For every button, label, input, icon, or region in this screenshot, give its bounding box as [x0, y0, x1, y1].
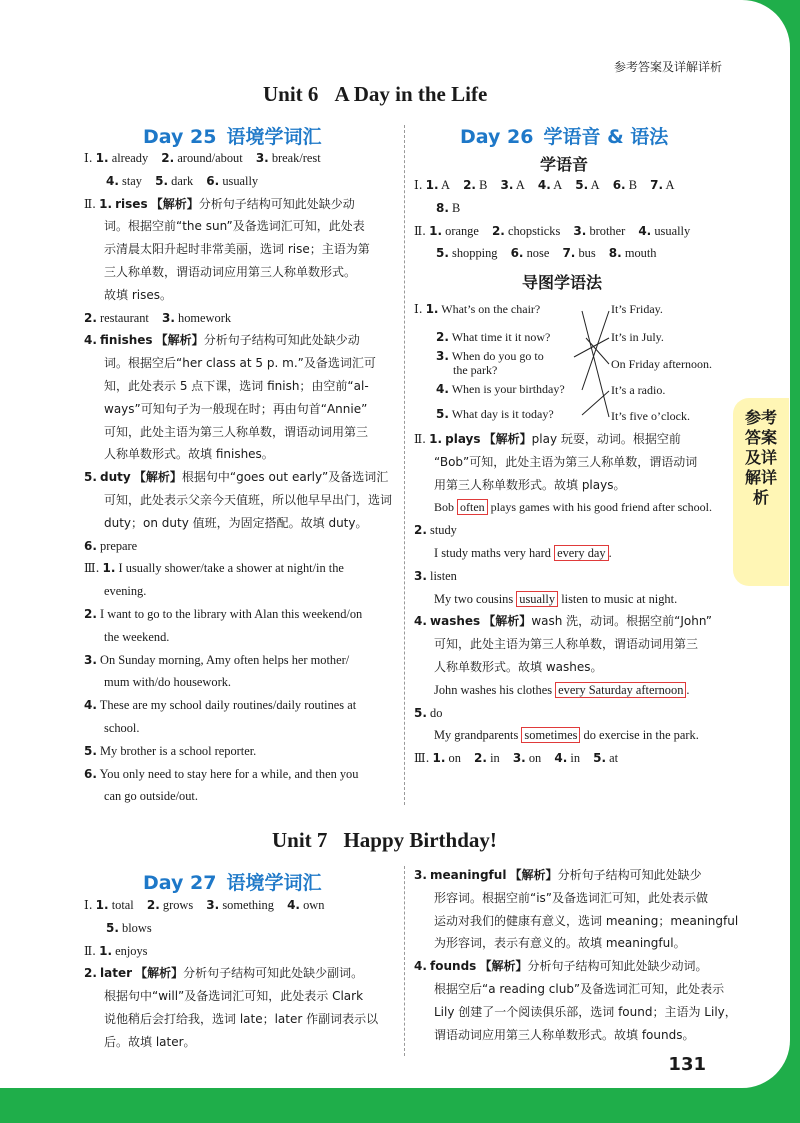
unit6-title [263, 82, 487, 107]
day25-s1-row2: 4. stay 5. dark 6. usually [106, 173, 259, 188]
unit6-name: A Day in the Life [334, 82, 488, 106]
matching-lines [414, 300, 734, 430]
side-tab-label: 参考答案及详解详析 [744, 408, 777, 507]
column-divider-2 [404, 866, 405, 1056]
day25-number: Day 25 [143, 126, 217, 148]
column-divider [404, 125, 405, 805]
day26-phonics: Ⅰ. 1. A 2. B 3. A 4. A 5. A 6. B 7. A 8. B Ⅱ. 1. orange 2. chopsticks 3. brother 4. usually 5. shopping 6. nose 7. bus 8. mouth [414, 178, 691, 261]
page-number: 131 [668, 1054, 706, 1075]
day26-title [460, 122, 668, 149]
day27-right: 3. meaningful 【解析】分析句子结构可知此处缺少 形容词。根据空前“is”及备选词汇可知，此处表示做 运动对我们的健康有意义，选词 meaning；meaningful 为形容词，表示有意义的。故填 meaningful。 4. founds 【解析】分析句子结构可知此处缺少动词。 根据空后“a reading club”及备选词汇可知，此处表示 Lily 创建了一个阅读俱乐部，选词 found；主语为 Lily， 谓语动词应用第三人称单数形式。故填 founds。 [414, 868, 739, 1042]
day25-s2-item1: Ⅱ. 1. rises 【解析】分析句子结构可知此处缺少动 [84, 196, 355, 211]
day25-s3-item2: 2. I want to go to the library with Alan this weekend/on [84, 606, 363, 621]
day25-name: 语境学词汇 [226, 126, 322, 148]
matching-exercise: Ⅰ. 1. What’s on the chair? 2. What time it it now? 3. When do you go to the park? 4. When is your birthday? 5. What day is it today? It’s Friday. It’s in July. On Friday afternoon. It’s a radio. It’s five o’clock. [414, 300, 734, 430]
day25-s2-item23: 2. restaurant 3. homework [84, 310, 232, 325]
unit6-number: Unit 6 [263, 82, 319, 106]
day25-s3-item5: 5. My brother is a school reporter. [84, 743, 257, 758]
match-line-2 [586, 338, 609, 364]
grammar-title: 导图学语法 [522, 273, 603, 292]
day27-name: 语境学词汇 [226, 872, 322, 894]
unit7-title [272, 828, 497, 853]
day26-name: 学语音 & 语法 [543, 126, 669, 148]
header-label: 参考答案及详解详析 [613, 60, 722, 74]
unit7-number: Unit 7 [272, 828, 328, 852]
day25-s3-item1: Ⅲ. 1. I usually shower/take a shower at night/in the [84, 561, 344, 576]
day25-content: Ⅰ. 1. already 2. around/about 3. break/rest 4. stay 5. dark 6. usually Ⅱ. 1. rises 【解析】分析句子结构可知此处缺少动 词。根据空前“the sun”及备选词汇可知，此处表 示清晨太阳升起时非常美丽，选词 rise；主语为第 三人称单数，谓语动词应用第三人称单数形式。 故填 rises。 2. restaurant 3. homework 4. finishes 【解析】分析句子结构可知此处缺少动 词。根据空后“her class at 5 p. m.”及备选词汇可 知，此处表示 5 点下课，选词 finish；由空前“al- ways”可知句子为一般现在时；再由句首“Annie” 可知，此处主语为第三人称单数，谓语动词用第三 人称单数形式。故填 finishes。 5. duty 【解析】根据句中“goes out early”及备选词汇 可知，此处表示父亲今天值班，所以他早早出门，选词 duty；on duty 值班，为固定搭配。故填 duty。 6. prepare Ⅲ. 1. I usually shower/take a shower at night/in the evening. 2. I want to go to the library with Alan this weekend/on the weekend. 3. On Sunday morning, Amy often helps her mother/ mum with/do housework. 4. These are my school daily routines/daily routines at school. 5. My brother is a school reporter. 6. You only need to stay here for a while, and then you can go outside/out. [84, 147, 396, 808]
day26-grammar: Ⅱ. 1. plays 【解析】play 玩耍，动词。根据空前 “Bob”可知，此处主语为第三人称单数，谓语动词 用第三人称单数形式。故填 plays。 Bob often plays games with his good friend after school. 2. study I study maths very hard every day . 3. listen My two cousins usually listen to music at night. 4. washes 【解析】wash 洗，动词。根据空前“John” 可知，此处主语为第三人称单数，谓语动词用第三 人称单数形式。故填 washes。 John washes his clothes every Saturday afternoon . 5. do My grandparents sometimes do exercise in the park. Ⅲ. 1. on 2. in 3. on 4. in 5. at [414, 432, 713, 766]
day25-s3-item3: 3. On Sunday morning, Amy often helps her mother/ [84, 652, 350, 667]
side-tab [733, 398, 789, 586]
day26-number: Day 26 [460, 126, 534, 148]
day27-title [143, 868, 321, 895]
day27-left: Ⅰ. 1. total 2. grows 3. something 4. own 5. blows Ⅱ. 1. enjoys 2. later 【解析】分析句子结构可知此处缺少副词。 根据句中“will”及备选词汇可知，此处表示 Clark 说他稍后会打给我，选词 late；later 作副词表示以 后。故填 later。 [84, 898, 379, 1049]
match-line-1 [582, 311, 609, 417]
day25-s2-item6: 6. prepare [84, 538, 138, 553]
day27-number: Day 27 [143, 872, 217, 894]
day25-s2-item5: 5. duty 【解析】根据句中“goes out early”及备选词汇 [84, 470, 389, 485]
day25-s3-item6: 6. You only need to stay here for a while, and then you [84, 766, 359, 781]
match-line-3 [574, 338, 609, 357]
day25-s1-row1: Ⅰ. 1. already 2. around/about 3. break/rest [84, 151, 321, 165]
day25-title [143, 122, 321, 149]
phonics-title: 学语音 [540, 155, 589, 174]
day25-s3-item4: 4. These are my school daily routines/daily routines at [84, 698, 357, 713]
day25-s2-item4: 4. finishes 【解析】分析句子结构可知此处缺少动 [84, 333, 360, 348]
unit7-name: Happy Birthday! [343, 828, 497, 852]
